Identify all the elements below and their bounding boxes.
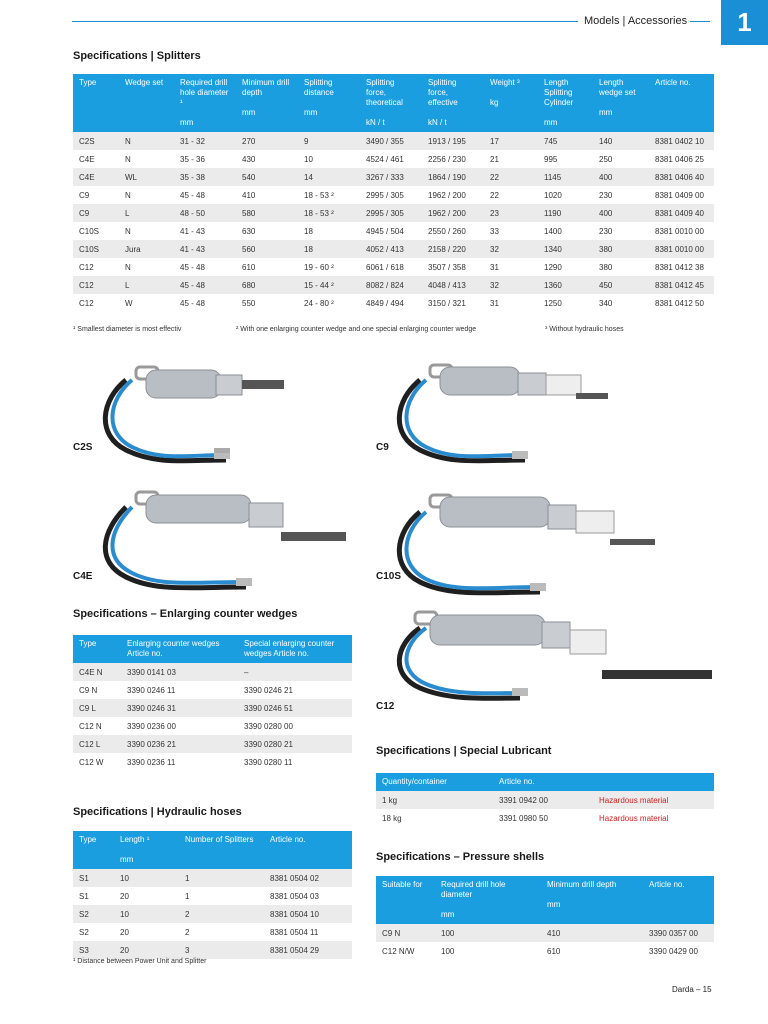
table-row <box>73 887 352 905</box>
splitters-cell: 1020 <box>544 190 562 200</box>
wedges-cell: C9 N <box>79 685 98 695</box>
splitters-header-6: Splitting force, effective kN / t <box>422 74 484 132</box>
lubricant-header-1: Article no. <box>493 773 593 791</box>
splitters-cell: C9 <box>79 190 90 200</box>
lubricant-cell: 3391 0942 00 <box>493 791 593 809</box>
splitters-cell: 32 <box>484 276 538 294</box>
splitters-cell: 6061 / 618 <box>366 262 404 272</box>
hoses-cell: 8381 0504 02 <box>264 869 352 887</box>
splitters-cell: 4849 / 494 <box>366 298 404 308</box>
lubricant-cell: 18 kg <box>382 813 402 823</box>
splitters-cell: 230 <box>599 190 613 200</box>
c9-caption: C9 <box>376 442 389 453</box>
lubricant-cell: Hazardous material <box>593 791 714 809</box>
splitters-cell: 3150 / 321 <box>428 298 466 308</box>
splitters-cell: 380 <box>593 240 649 258</box>
splitters-cell: 35 - 36 <box>180 154 205 164</box>
splitters-cell: 3490 / 355 <box>360 132 422 150</box>
shells-cell: 610 <box>547 946 561 956</box>
splitters-cell: 1962 / 200 <box>428 190 466 200</box>
wedges-cell: 3390 0246 31 <box>121 699 238 717</box>
c4e-caption: C4E <box>73 571 93 582</box>
shells-header-0: Suitable for <box>376 876 435 924</box>
splitters-cell: 1913 / 195 <box>422 132 484 150</box>
shells-header-2: Minimum drill depth mm <box>541 876 643 924</box>
splitters-cell: 41 - 43 <box>180 226 205 236</box>
splitters-cell: 2256 / 230 <box>428 154 466 164</box>
splitters-cell: 8381 0412 38 <box>655 262 704 272</box>
shells-title: Specifications – Pressure shells <box>376 851 545 863</box>
table-row <box>73 168 714 186</box>
splitters-cell: 35 - 38 <box>174 168 236 186</box>
splitters-cell: C4E <box>79 154 95 164</box>
table-row <box>73 941 352 959</box>
table-row <box>73 681 352 699</box>
lubricant-header-0: Quantity/container <box>376 773 493 791</box>
hoses-cell: 8381 0504 03 <box>270 891 319 901</box>
splitters-cell: 2158 / 220 <box>422 240 484 258</box>
wedges-header-0: Type <box>73 635 121 663</box>
lubricant-table <box>376 773 714 827</box>
c12-caption: C12 <box>376 701 395 712</box>
splitters-header-4: Splitting distance mm <box>298 74 360 132</box>
splitters-cell: 1340 <box>538 240 593 258</box>
table-row <box>376 809 714 827</box>
splitters-cell: 8381 0010 00 <box>655 226 704 236</box>
splitters-cell: 8082 / 824 <box>360 276 422 294</box>
shells-cell: C9 N <box>376 924 435 942</box>
splitters-cell: 3507 / 358 <box>428 262 466 272</box>
table-row <box>376 924 714 942</box>
table-row <box>73 869 352 887</box>
hoses-cell: 2 <box>185 927 190 937</box>
table-row <box>73 735 352 753</box>
page-number: Darda – 15 <box>672 985 712 994</box>
splitters-cell: W <box>125 298 133 308</box>
splitters-cell: 8381 0010 00 <box>649 240 714 258</box>
wedges-cell: 3390 0236 21 <box>121 735 238 753</box>
splitters-cell: 1190 <box>538 204 593 222</box>
splitters-cell: 33 <box>490 226 499 236</box>
hoses-cell: S1 <box>79 891 89 901</box>
splitters-cell: N <box>125 262 131 272</box>
table-row <box>73 150 714 168</box>
table-row <box>73 717 352 735</box>
splitters-header-1: Wedge set <box>119 74 174 132</box>
splitters-cell: 22 <box>484 168 538 186</box>
splitters-cell: L <box>119 276 174 294</box>
splitters-cell: 995 <box>544 154 558 164</box>
hoses-cell: 1 <box>179 869 264 887</box>
lubricant-cell: Hazardous material <box>599 813 669 823</box>
splitters-cell: 21 <box>490 154 499 164</box>
shells-cell: C12 N/W <box>382 946 415 956</box>
c2s-splitter-image <box>96 355 296 475</box>
wedges-cell: C12 L <box>73 735 121 753</box>
splitters-cell: 18 <box>298 240 360 258</box>
splitters-cell: 22 <box>490 190 499 200</box>
lubricant-cell: 3391 0980 50 <box>499 813 548 823</box>
splitters-cell: 400 <box>593 168 649 186</box>
shells-cell: 410 <box>541 924 643 942</box>
wedges-header-2: Special enlarging counter wedges Article no. <box>238 635 352 663</box>
splitters-cell: C12 <box>79 262 94 272</box>
hoses-header-2: Number of Splitters <box>179 831 264 869</box>
splitters-cell: C4E <box>73 168 119 186</box>
table-row <box>73 905 352 923</box>
splitters-cell: 540 <box>236 168 298 186</box>
c4e-splitter-image <box>96 487 356 602</box>
hoses-cell: S3 <box>73 941 114 959</box>
table-row <box>73 222 714 240</box>
splitters-cell: 41 - 43 <box>174 240 236 258</box>
table-row <box>376 942 714 960</box>
c2s-caption: C2S <box>73 442 93 453</box>
splitters-cell: 250 <box>599 154 613 164</box>
table-row <box>73 240 714 258</box>
hoses-cell: 8381 0504 10 <box>264 905 352 923</box>
wedges-cell: 3390 0280 11 <box>244 757 293 767</box>
splitters-cell: 18 - 53 ² <box>298 204 360 222</box>
hoses-cell: 2 <box>179 905 264 923</box>
hoses-cell: S1 <box>73 869 114 887</box>
splitters-cell: 45 - 48 <box>174 276 236 294</box>
wedges-cell: 3390 0141 03 <box>121 663 238 681</box>
splitters-cell: C10S <box>73 240 119 258</box>
lubricant-title: Specifications | Special Lubricant <box>376 745 552 757</box>
splitters-cell: 560 <box>236 240 298 258</box>
splitters-cell: 18 - 53 ² <box>304 190 334 200</box>
header-rule-right <box>690 21 710 22</box>
wedges-cell: C12 N <box>79 721 102 731</box>
splitters-table <box>73 74 714 312</box>
splitters-cell: 380 <box>599 262 613 272</box>
splitters-cell: 8381 0412 50 <box>655 298 704 308</box>
splitters-cell: 430 <box>242 154 256 164</box>
splitters-cell: C12 <box>73 276 119 294</box>
splitters-cell: 630 <box>242 226 256 236</box>
c10s-caption: C10S <box>376 571 402 582</box>
lubricant-header-2 <box>593 773 714 791</box>
splitters-cell: 8381 0406 40 <box>649 168 714 186</box>
splitters-cell: 31 <box>490 262 499 272</box>
splitters-cell: 8381 0412 45 <box>649 276 714 294</box>
splitters-header-10: Article no. <box>649 74 714 132</box>
splitters-cell: WL <box>119 168 174 186</box>
c12-splitter-image <box>390 610 720 710</box>
hoses-cell: S2 <box>73 905 114 923</box>
chapter-number: 1 <box>721 0 768 45</box>
wedges-cell: C12 W <box>79 757 104 767</box>
splitters-cell: L <box>119 204 174 222</box>
splitters-footnote-3: ³ Without hydraulic hoses <box>545 326 624 333</box>
splitters-cell: 31 - 32 <box>174 132 236 150</box>
table-row <box>73 276 714 294</box>
table-row <box>73 663 352 681</box>
hoses-cell: 20 <box>114 941 179 959</box>
table-row <box>73 204 714 222</box>
shells-cell: 3390 0429 00 <box>649 946 698 956</box>
splitters-cell: 1360 <box>538 276 593 294</box>
splitters-cell: C12 <box>79 298 94 308</box>
splitters-cell: 8381 0409 00 <box>655 190 704 200</box>
hoses-table <box>73 831 352 959</box>
splitters-cell: 1290 <box>544 262 562 272</box>
splitters-cell: C9 <box>73 204 119 222</box>
hoses-cell: 8381 0504 29 <box>264 941 352 959</box>
splitters-cell: 340 <box>599 298 613 308</box>
wedges-cell: 3390 0246 51 <box>238 699 352 717</box>
splitters-header-9: Length wedge set mm <box>593 74 649 132</box>
splitters-cell: 17 <box>484 132 538 150</box>
splitters-cell: 4524 / 461 <box>366 154 404 164</box>
table-row <box>73 258 714 276</box>
splitters-cell: 270 <box>236 132 298 150</box>
splitters-cell: 9 <box>298 132 360 150</box>
splitters-cell: 400 <box>593 204 649 222</box>
splitters-cell: 2995 / 305 <box>360 204 422 222</box>
splitters-header-0: Type <box>73 74 119 132</box>
splitters-cell: 410 <box>242 190 256 200</box>
wedges-title: Specifications – Enlarging counter wedges <box>73 608 298 620</box>
splitters-cell: 2550 / 260 <box>428 226 466 236</box>
splitters-cell: 1400 <box>544 226 562 236</box>
splitters-cell: 8381 0406 25 <box>655 154 704 164</box>
splitters-cell: 32 <box>484 240 538 258</box>
splitters-cell: 1145 <box>538 168 593 186</box>
splitters-cell: 18 <box>304 226 313 236</box>
header-rule-left <box>72 21 578 22</box>
splitters-cell: 4945 / 504 <box>366 226 404 236</box>
splitters-cell: C2S <box>73 132 119 150</box>
splitters-cell: 14 <box>298 168 360 186</box>
wedges-table <box>73 635 352 771</box>
splitters-header-3: Minimum drill depth mm <box>236 74 298 132</box>
splitters-cell: N <box>119 132 174 150</box>
shells-header-1: Required drill hole diameter mm <box>435 876 541 924</box>
hoses-cell: 1 <box>185 891 190 901</box>
c9-splitter-image <box>390 355 610 475</box>
hoses-cell: 20 <box>120 891 129 901</box>
hoses-title: Specifications | Hydraulic hoses <box>73 806 242 818</box>
splitters-cell: N <box>125 154 131 164</box>
splitters-header-8: Length Splitting Cylinder mm <box>538 74 593 132</box>
table-row <box>73 132 714 150</box>
splitters-cell: 45 - 48 <box>180 298 205 308</box>
table-row <box>73 923 352 941</box>
splitters-header-2: Required drill hole diameter ¹ mm <box>174 74 236 132</box>
hoses-cell: 20 <box>120 927 129 937</box>
table-row <box>73 186 714 204</box>
table-row <box>73 699 352 717</box>
wedges-cell: 3390 0236 00 <box>127 721 176 731</box>
hoses-cell: 10 <box>114 869 179 887</box>
splitters-cell: 19 - 60 ² <box>304 262 334 272</box>
splitters-footnote-1: ¹ Smallest diameter is most effectiv <box>73 326 182 333</box>
splitters-cell: C10S <box>79 226 100 236</box>
splitters-header-5: Splitting force, theoretical kN / t <box>360 74 422 132</box>
table-row <box>376 791 714 809</box>
hoses-header-3: Article no. <box>264 831 352 869</box>
splitters-cell: 450 <box>593 276 649 294</box>
splitters-cell: 31 <box>490 298 499 308</box>
splitters-cell: 1864 / 190 <box>422 168 484 186</box>
splitters-cell: 230 <box>599 226 613 236</box>
hoses-header-1: Length ¹ mm <box>114 831 179 869</box>
splitters-cell: 3267 / 333 <box>360 168 422 186</box>
splitters-cell: 680 <box>236 276 298 294</box>
shells-cell: 3390 0357 00 <box>643 924 714 942</box>
section-title: Models | Accessories <box>584 15 688 27</box>
lubricant-cell: 1 kg <box>376 791 493 809</box>
splitters-cell: Jura <box>119 240 174 258</box>
splitters-cell: 580 <box>236 204 298 222</box>
wedges-cell: 3390 0236 11 <box>127 757 176 767</box>
splitters-cell: 23 <box>484 204 538 222</box>
splitters-cell: 140 <box>593 132 649 150</box>
table-row <box>73 294 714 312</box>
wedges-header-1: Enlarging counter wedges Article no. <box>121 635 238 663</box>
wedges-cell: 3390 0246 11 <box>127 685 176 695</box>
splitters-cell: 45 - 48 <box>180 190 205 200</box>
splitters-cell: N <box>125 226 131 236</box>
c10s-splitter-image <box>390 487 660 607</box>
splitters-cell: 10 <box>304 154 313 164</box>
hoses-cell: 8381 0504 11 <box>270 927 319 937</box>
splitters-cell: 2995 / 305 <box>366 190 404 200</box>
splitters-cell: 15 - 44 ² <box>298 276 360 294</box>
hoses-footnote: ¹ Distance between Power Unit and Splitter <box>73 958 207 965</box>
wedges-cell: – <box>238 663 352 681</box>
wedges-cell: C4E N <box>73 663 121 681</box>
shells-header-3: Article no. <box>643 876 714 924</box>
splitters-cell: 610 <box>242 262 256 272</box>
splitters-cell: 48 - 50 <box>174 204 236 222</box>
wedges-cell: C9 L <box>73 699 121 717</box>
shells-cell: 100 <box>441 946 455 956</box>
splitters-cell: 1962 / 200 <box>422 204 484 222</box>
splitters-cell: 4052 / 413 <box>360 240 422 258</box>
hoses-cell: S2 <box>79 927 89 937</box>
splitters-cell: 8381 0402 10 <box>649 132 714 150</box>
splitters-title: Specifications | Splitters <box>73 50 201 62</box>
wedges-cell: 3390 0280 21 <box>238 735 352 753</box>
table-row <box>73 753 352 771</box>
splitters-header-7: Weight ³ kg <box>484 74 538 132</box>
wedges-cell: 3390 0280 00 <box>244 721 293 731</box>
splitters-cell: 550 <box>242 298 256 308</box>
splitters-cell: 745 <box>538 132 593 150</box>
splitters-cell: 4048 / 413 <box>422 276 484 294</box>
shells-table <box>376 876 714 960</box>
splitters-cell: 8381 0409 40 <box>649 204 714 222</box>
splitters-cell: N <box>125 190 131 200</box>
splitters-cell: 24 - 80 ² <box>304 298 334 308</box>
splitters-footnote-2: ² With one enlarging counter wedge and one special enlarging counter wedge <box>236 326 477 333</box>
splitters-cell: 1250 <box>544 298 562 308</box>
splitters-cell: 45 - 48 <box>180 262 205 272</box>
shells-cell: 100 <box>435 924 541 942</box>
hoses-cell: 3 <box>179 941 264 959</box>
wedges-cell: 3390 0246 21 <box>244 685 293 695</box>
hoses-cell: 10 <box>114 905 179 923</box>
hoses-header-0: Type <box>73 831 114 869</box>
